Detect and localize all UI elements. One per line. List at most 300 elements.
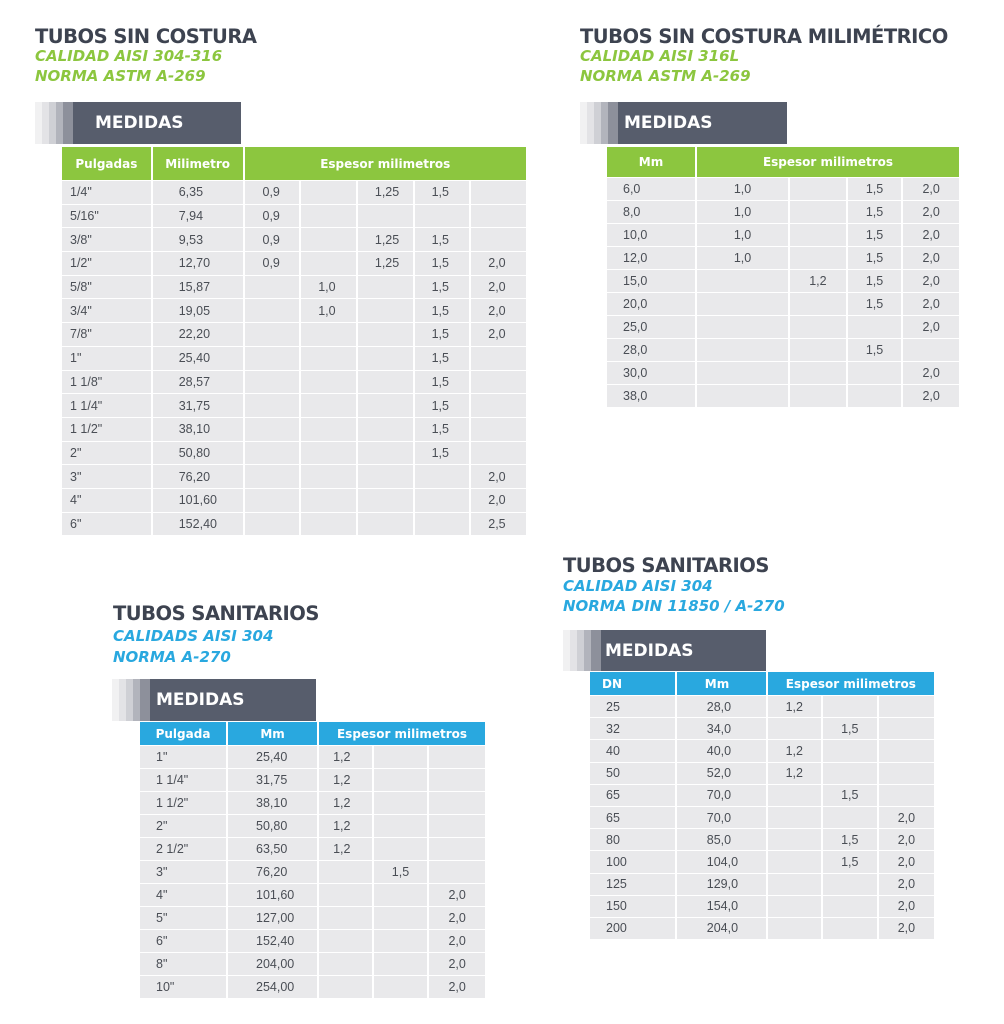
table-row [62,228,526,251]
table-row [62,323,526,346]
table-cell: 1,0 [697,224,788,246]
table-row [607,270,959,292]
table3-norm: NORMA A-270 [113,648,231,666]
table-row [62,371,526,394]
table-cell [319,861,372,883]
table-cell: 1,5 [848,293,902,315]
table-cell: 2,0 [903,316,959,338]
table-cell: 101,60 [153,489,243,512]
table-cell: 2,0 [471,489,526,512]
table-cell: 129,0 [677,874,766,895]
table-row [140,769,485,791]
table-row [590,829,934,850]
table-cell: 1,5 [415,371,470,394]
table4-medidas-banner [563,630,766,671]
table-cell: 1,5 [848,178,902,200]
table4-title: TUBOS SANITARIOS [563,554,769,577]
table-cell [245,299,300,322]
table-cell [823,763,877,784]
table-cell: 2,0 [429,930,485,952]
table-cell [790,224,846,246]
col-header-mm: Mm [677,672,766,695]
table3-medidas-label: MEDIDAS [150,679,316,721]
table-cell [697,339,788,361]
table-cell [319,976,372,998]
table-row [607,178,959,200]
table-row [590,807,934,828]
table-cell [790,201,846,223]
table-cell [245,513,300,536]
table-cell [301,394,356,417]
table-row [590,851,934,872]
table-row [607,201,959,223]
table-cell: 1,5 [415,276,470,299]
table-cell: 1,5 [415,323,470,346]
table-cell [768,896,821,917]
table-cell: 1,2 [319,746,372,768]
table-cell: 19,05 [153,299,243,322]
table-cell: 100 [590,851,675,872]
table-row [607,247,959,269]
table-cell: 2,0 [429,884,485,906]
table4-sanitarios-din [588,671,936,940]
table-cell [245,347,300,370]
table-cell: 1,2 [790,270,846,292]
table-cell: 25,40 [228,746,317,768]
table2-title: TUBOS SIN COSTURA MILIMÉTRICO [580,25,948,48]
table-cell: 2,0 [903,247,959,269]
table-cell [790,316,846,338]
table-cell: 1,2 [319,838,372,860]
table-cell [301,323,356,346]
table-cell: 2,0 [471,299,526,322]
table-cell [471,442,526,465]
table-cell: 1,0 [697,201,788,223]
table-cell: 2,0 [471,465,526,488]
table-cell [415,489,470,512]
table-cell [301,181,356,204]
table-row [590,763,934,784]
table1-medidas-label: MEDIDAS [73,102,241,144]
table-cell: 28,0 [677,696,766,717]
table-cell [429,769,485,791]
table-cell [429,746,485,768]
table-cell [697,316,788,338]
table-cell: 2" [140,815,226,837]
table-cell: 30,0 [607,362,695,384]
table-cell [374,815,428,837]
table-cell: 25,0 [607,316,695,338]
table-cell: 1,5 [415,347,470,370]
table-cell: 20,0 [607,293,695,315]
table-cell: 76,20 [228,861,317,883]
table-cell: 6" [140,930,226,952]
table-cell: 104,0 [677,851,766,872]
table-cell: 6,35 [153,181,243,204]
table1-norm: NORMA ASTM A-269 [35,67,206,85]
table-cell: 31,75 [228,769,317,791]
table-cell: 1,2 [319,792,372,814]
table-cell [319,884,372,906]
col-header-mm: Mm [228,722,317,745]
table-cell: 25 [590,696,675,717]
table-cell [301,252,356,275]
table-cell [358,371,413,394]
col-header-espesor: Espesor milimetros [319,722,485,745]
table-row [607,316,959,338]
table-cell: 0,9 [245,228,300,251]
table-cell [301,465,356,488]
table-row [607,362,959,384]
table-cell [823,918,877,939]
table-cell [245,418,300,441]
table-cell [823,696,877,717]
col-header-espesor: Espesor milimetros [697,147,959,177]
table-cell [319,907,372,929]
table-cell [471,205,526,228]
col-header-mm: Mm [607,147,695,177]
table-row [140,953,485,975]
table-cell: 1,5 [415,394,470,417]
table-cell: 200 [590,918,675,939]
table-row [62,394,526,417]
table-cell [790,247,846,269]
table-cell: 2,0 [903,362,959,384]
table-cell [790,362,846,384]
table-cell: 2,0 [903,224,959,246]
table2-medidas-label: MEDIDAS [618,102,787,144]
table-row [62,513,526,536]
table-cell: 3" [62,465,151,488]
table-cell: 1 1/4" [140,769,226,791]
table-row [590,785,934,806]
table-cell: 1,0 [301,276,356,299]
table-cell: 1,5 [823,851,877,872]
table-cell: 1 1/2" [62,418,151,441]
table-cell [471,181,526,204]
table-cell: 2" [62,442,151,465]
table-cell: 70,0 [677,785,766,806]
table-cell [848,362,902,384]
table-cell: 15,0 [607,270,695,292]
table-cell [768,851,821,872]
table-cell [879,696,934,717]
table-row [62,347,526,370]
table3-quality: CALIDADS AISI 304 [113,627,274,645]
table1-title: TUBOS SIN COSTURA [35,25,257,48]
table-row [62,181,526,204]
table2-milimetrico [605,146,961,408]
table-cell [301,228,356,251]
table-cell: 8,0 [607,201,695,223]
col-header-milimetro: Milimetro [153,147,243,180]
table-row [140,861,485,883]
table-cell: 150 [590,896,675,917]
table-cell: 1,25 [358,181,413,204]
table-cell: 15,87 [153,276,243,299]
table-cell: 2,0 [903,178,959,200]
table-cell [358,465,413,488]
table-cell: 2,0 [879,896,934,917]
table2-medidas-banner [580,102,787,144]
table-cell [415,205,470,228]
table-cell: 0,9 [245,181,300,204]
table-row [62,205,526,228]
table-cell: 1,5 [415,418,470,441]
table-cell: 1,5 [415,252,470,275]
table-cell [823,896,877,917]
table-cell: 1" [140,746,226,768]
table-cell: 1/4" [62,181,151,204]
table-cell: 2,0 [879,918,934,939]
table-cell: 1/2" [62,252,151,275]
table-cell: 7/8" [62,323,151,346]
table-cell [245,323,300,346]
table-cell: 2,0 [903,201,959,223]
table-cell [374,769,428,791]
table-row [140,884,485,906]
table-cell: 2,0 [429,976,485,998]
table-cell: 50,80 [228,815,317,837]
table-row [140,907,485,929]
table-cell [319,930,372,952]
table-cell [848,316,902,338]
table-cell: 2,0 [471,276,526,299]
table1-medidas-banner [35,102,241,144]
table-cell: 12,70 [153,252,243,275]
table-cell: 154,0 [677,896,766,917]
table-cell: 8" [140,953,226,975]
table-cell: 127,00 [228,907,317,929]
table-cell: 2,0 [471,252,526,275]
table-cell: 70,0 [677,807,766,828]
table-cell [429,815,485,837]
table-cell: 76,20 [153,465,243,488]
table-row [140,815,485,837]
table-cell [879,740,934,761]
table-cell: 1,5 [848,224,902,246]
table-cell: 1,2 [768,740,821,761]
table-cell [768,829,821,850]
table-cell [823,874,877,895]
table-row [607,293,959,315]
table-cell [879,785,934,806]
col-header-pulgadas: Pulgadas [62,147,151,180]
table-row [62,465,526,488]
table-cell [358,418,413,441]
table-cell: 10" [140,976,226,998]
table-cell [790,339,846,361]
table-cell: 1" [62,347,151,370]
table-cell: 10,0 [607,224,695,246]
table-cell [301,513,356,536]
col-header-dn: DN [590,672,675,695]
table-cell [471,228,526,251]
table-row [62,442,526,465]
table-cell: 1,5 [374,861,428,883]
table3-medidas-banner [112,679,316,721]
table-cell: 28,0 [607,339,695,361]
table-cell [319,953,372,975]
col-header-pulgada: Pulgada [140,722,226,745]
table4-norm: NORMA DIN 11850 / A-270 [563,597,785,615]
table-cell: 204,00 [228,953,317,975]
table-row [140,746,485,768]
table-cell: 1,5 [415,442,470,465]
table-cell: 65 [590,785,675,806]
table-cell [697,385,788,407]
table2-quality: CALIDAD AISI 316L [580,47,740,65]
table-row [140,838,485,860]
table-cell [879,718,934,739]
table-cell [245,442,300,465]
table-cell: 1,25 [358,252,413,275]
table-row [590,696,934,717]
table-cell: 2,0 [903,385,959,407]
table-cell [848,385,902,407]
table-cell: 25,40 [153,347,243,370]
table-cell: 204,0 [677,918,766,939]
table-cell [471,347,526,370]
table-cell: 40 [590,740,675,761]
table-cell: 1,5 [823,785,877,806]
table-cell [245,371,300,394]
table-cell: 2 1/2" [140,838,226,860]
table-cell [301,371,356,394]
table-row [590,874,934,895]
table-row [62,489,526,512]
table-row [140,792,485,814]
table-cell: 0,9 [245,252,300,275]
table-cell: 1,5 [848,247,902,269]
table-cell [823,740,877,761]
table-cell [471,394,526,417]
table-cell: 1,2 [319,769,372,791]
table-row [62,418,526,441]
table-cell: 1,5 [848,201,902,223]
table-cell [415,465,470,488]
table-cell [358,394,413,417]
table-cell: 12,0 [607,247,695,269]
table-cell: 1,0 [697,178,788,200]
table-cell: 1 1/4" [62,394,151,417]
table-cell [903,339,959,361]
table-cell: 101,60 [228,884,317,906]
table-cell: 6" [62,513,151,536]
table-cell: 1,2 [768,763,821,784]
table-cell [245,489,300,512]
table-cell [697,270,788,292]
table-cell: 22,20 [153,323,243,346]
table-cell: 3/4" [62,299,151,322]
table-cell: 1,5 [848,339,902,361]
table-cell: 1,5 [415,228,470,251]
table-row [62,276,526,299]
table-cell: 1,5 [823,718,877,739]
table3-sanitarios [138,721,487,999]
table-cell [301,442,356,465]
table-cell: 80 [590,829,675,850]
table-cell: 1,5 [848,270,902,292]
table-row [140,976,485,998]
table-cell [768,785,821,806]
table1-quality: CALIDAD AISI 304-316 [35,47,223,65]
table-cell: 1,0 [697,247,788,269]
table-row [607,339,959,361]
table-cell: 1,5 [415,181,470,204]
table-cell: 3" [140,861,226,883]
table-row [62,299,526,322]
table-cell: 85,0 [677,829,766,850]
table-cell [429,861,485,883]
table4-medidas-label: MEDIDAS [601,630,766,671]
table-cell: 2,0 [429,907,485,929]
table-cell [358,205,413,228]
table-cell: 31,75 [153,394,243,417]
col-header-espesor: Espesor milimetros [245,147,527,180]
table-cell [697,362,788,384]
table-cell: 28,57 [153,371,243,394]
table-cell: 254,00 [228,976,317,998]
table-cell [374,838,428,860]
table-row [590,740,934,761]
table-cell [301,347,356,370]
table-row [62,252,526,275]
table-cell [374,746,428,768]
table-row [590,918,934,939]
table-cell [429,838,485,860]
table-cell: 2,5 [471,513,526,536]
table-cell: 1 1/8" [62,371,151,394]
table-cell [790,178,846,200]
table-cell [358,489,413,512]
table-cell: 4" [62,489,151,512]
table3-title: TUBOS SANITARIOS [113,602,319,625]
table-cell [245,394,300,417]
table-cell: 1,25 [358,228,413,251]
table-cell: 40,0 [677,740,766,761]
table-cell [768,718,821,739]
table-cell: 0,9 [245,205,300,228]
table-cell: 5/16" [62,205,151,228]
table-cell [245,465,300,488]
table-cell: 9,53 [153,228,243,251]
table-cell: 152,40 [228,930,317,952]
table-cell [790,385,846,407]
table-cell [429,792,485,814]
table-cell: 65 [590,807,675,828]
table-cell: 52,0 [677,763,766,784]
table-cell: 1,2 [768,696,821,717]
table-cell: 1,5 [823,829,877,850]
table-cell [358,276,413,299]
table4-quality: CALIDAD AISI 304 [563,577,713,595]
table-cell: 1 1/2" [140,792,226,814]
table-cell: 50,80 [153,442,243,465]
table-cell [374,953,428,975]
table-cell [768,807,821,828]
table-cell: 1,0 [301,299,356,322]
table-cell: 7,94 [153,205,243,228]
table-cell: 32 [590,718,675,739]
table-cell [358,513,413,536]
table-cell [374,884,428,906]
table-cell [471,418,526,441]
table-cell: 5/8" [62,276,151,299]
table-cell [768,918,821,939]
table-row [140,930,485,952]
table-cell: 2,0 [879,829,934,850]
